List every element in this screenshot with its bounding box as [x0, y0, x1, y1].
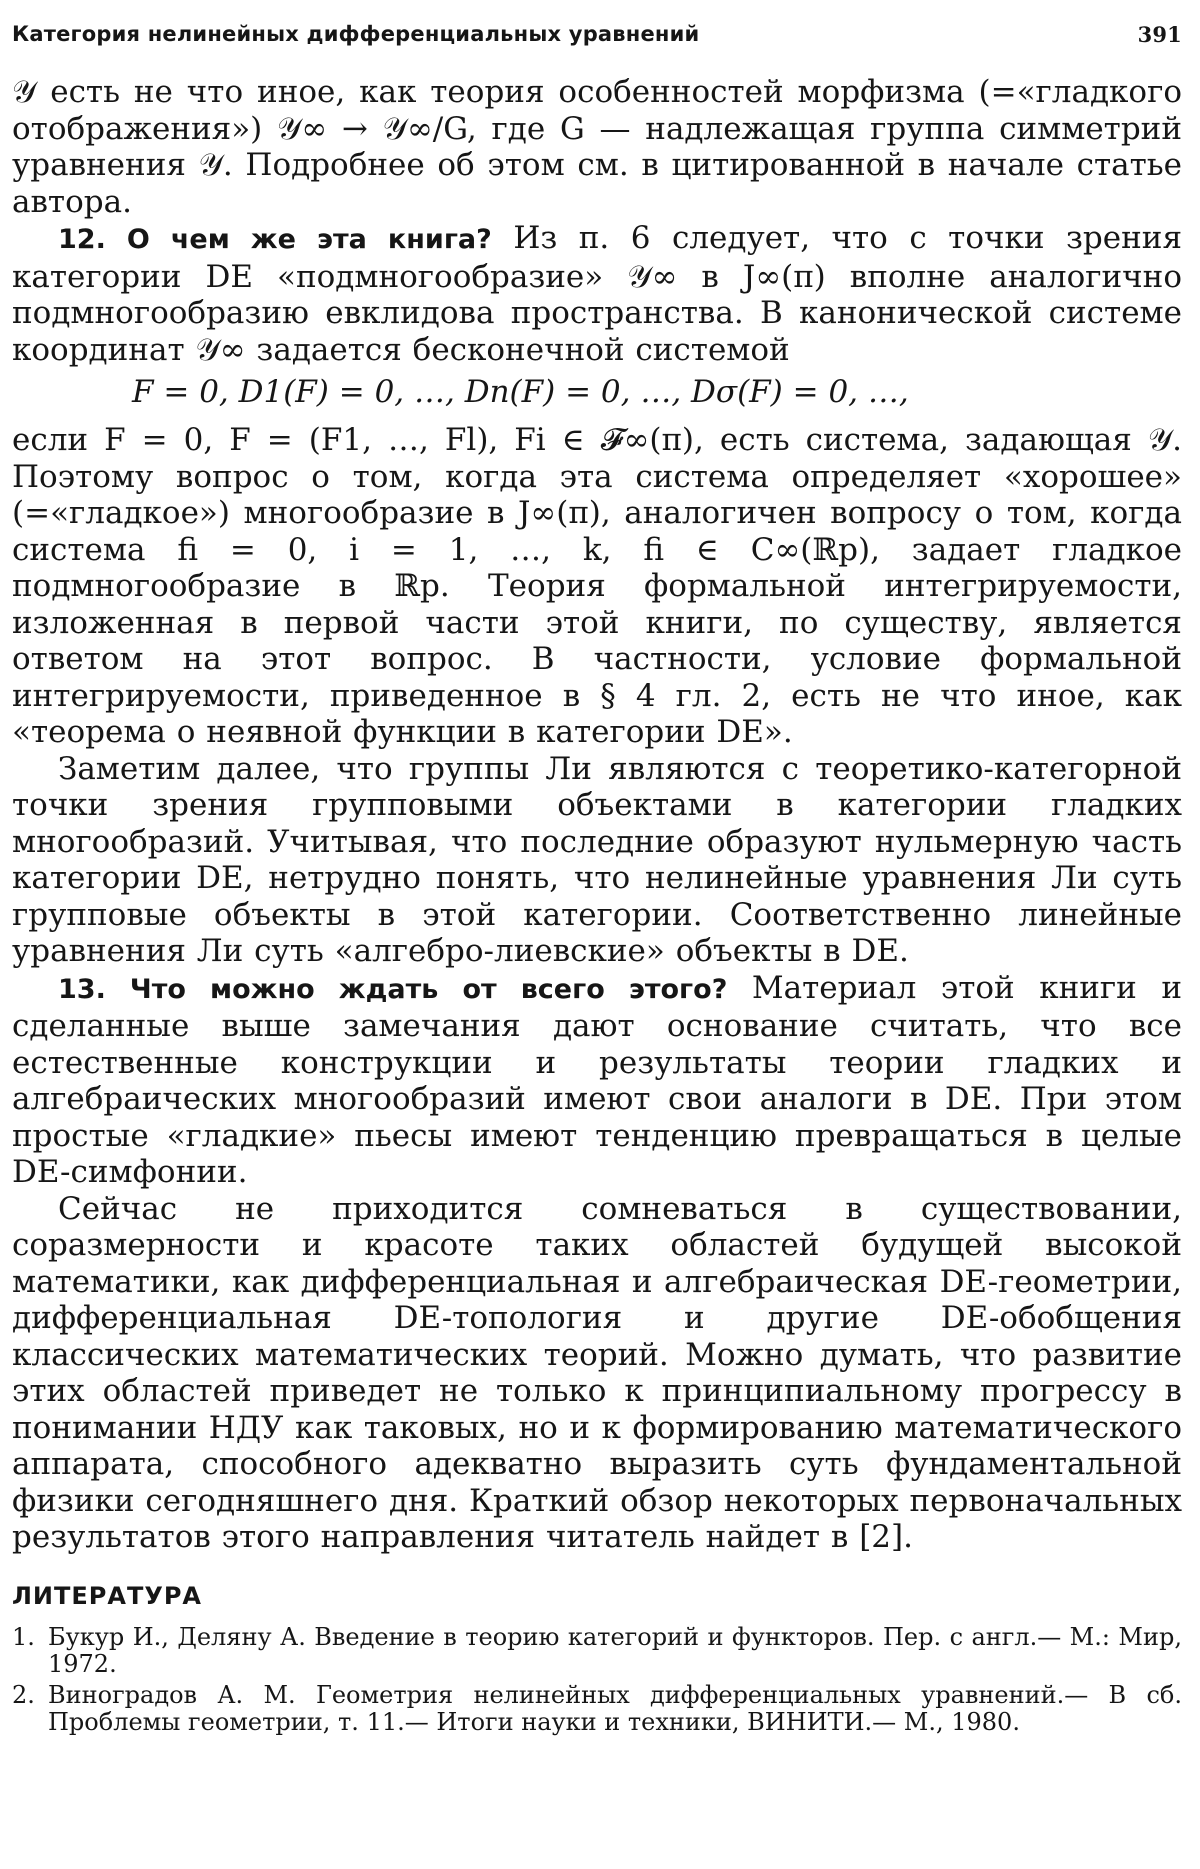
reference-list [12, 1624, 1182, 1736]
reference-item [12, 1682, 1182, 1736]
paragraph-future-mathematics: Сейчас не приходится сомневаться в существовании, соразмерности и красоте таких областей будущей высокой математики, как дифференциальная и алгебраическая DE-геометрии, дифференциальная DE-топология и другие DE-обобщения классических математических теорий. Можно думать, что развитие этих областей приведет не только к принципиальному прогрессу в понимании НДУ как таковых, но и к формированию математического аппарата, способного адекватно выразить суть фундаментальной физики сегодняшнего дня. Краткий обзор некоторых первоначальных результатов этого направления читатель найдет в [2]. [12, 1190, 1182, 1555]
paragraph-lie-groups: Заметим далее, что группы Ли являются с теоретико-категорной точки зрения групповыми объектами в категории гладких многообразий. Учитывая, что последние образуют нульмерную часть категории DE, нетрудно понять, что нелинейные уравнения Ли суть групповые объекты в этой категории. Соответственно линейные уравнения Ли суть «алгебро-лиевские» объекты в DE. [12, 750, 1182, 969]
reference-text: Виноградов А. М. Геометрия нелинейных дифференциальных уравнений.— В сб. Проблемы геометрии, т. 11.— Итоги науки и техники, ВИНИТИ.— М., 1980. [48, 1680, 1182, 1736]
section-13-heading: 13. Что можно ждать от всего этого? [58, 973, 728, 1005]
running-header [12, 22, 1182, 58]
reference-text: Букур И., Деляну А. Введение в теорию категорий и функторов. Пер. с англ.— М.: Мир, 1972. [48, 1622, 1182, 1678]
section-12-heading: 12. О чем же эта книга? [58, 224, 492, 255]
paragraph-formal-integrability: если F = 0, F = (F1, …, Fl), Fi ∈ 𝓕∞(π), есть система, задающая 𝒴. Поэтому вопрос о том, когда эта система определяет «хорошее» (=«гладкое») многообразие в J∞(π), аналогичен вопросу о том, когда система fi = 0, i = 1, …, k, fi ∈ C∞(ℝp), задает гладкое подмногообразие в ℝp. Теория формальной интегрируемости, изложенная в первой части этой книги, по существу, является ответом на этот вопрос. В частности, условие формальной интегрируемости, приведенное в § 4 гл. 2, есть не что иное, как «теорема о неявной функции в категории DE». [12, 422, 1182, 750]
paragraph-section-12 [12, 220, 1182, 368]
section-12-text: Из п. 6 следует, что с точки зрения категории DE «подмногообразие» 𝒴∞ в J∞(π) вполне аналогично подмногообразию евклидова пространства. В канонической системе координат 𝒴∞ задается бесконечной системой [12, 220, 1182, 368]
paragraph-continued: 𝒴 есть не что иное, как теория особенностей морфизма (=«гладкого отображения») 𝒴∞ → 𝒴∞/G, где G — надлежащая группа симметрий уравнения 𝒴. Подробнее об этом см. в цитированной в начале статье автора. [12, 74, 1182, 220]
page-body [12, 74, 1182, 1740]
chapter-title: Категория нелинейных дифференциальных уравнений [12, 22, 700, 46]
page-number: 391 [1137, 22, 1182, 47]
literature-heading: ЛИТЕРАТУРА [12, 1581, 202, 1610]
reference-number: 2. [12, 1680, 35, 1709]
section-13-text: Материал этой книги и сделанные выше замечания дают основание считать, что все естественные конструкции и результаты теории гладких и алгебраических многообразий имеют свои аналоги в DE. При этом простые «гладкие» пьесы имеют тенденцию превращаться в целые DE-симфонии. [12, 969, 1182, 1190]
equation-system: F = 0, D1(F) = 0, …, Dn(F) = 0, …, Dσ(F) = 0, …, [132, 374, 909, 410]
reference-item [12, 1624, 1182, 1678]
reference-number: 1. [12, 1622, 35, 1651]
paragraph-section-13 [12, 970, 1182, 1191]
